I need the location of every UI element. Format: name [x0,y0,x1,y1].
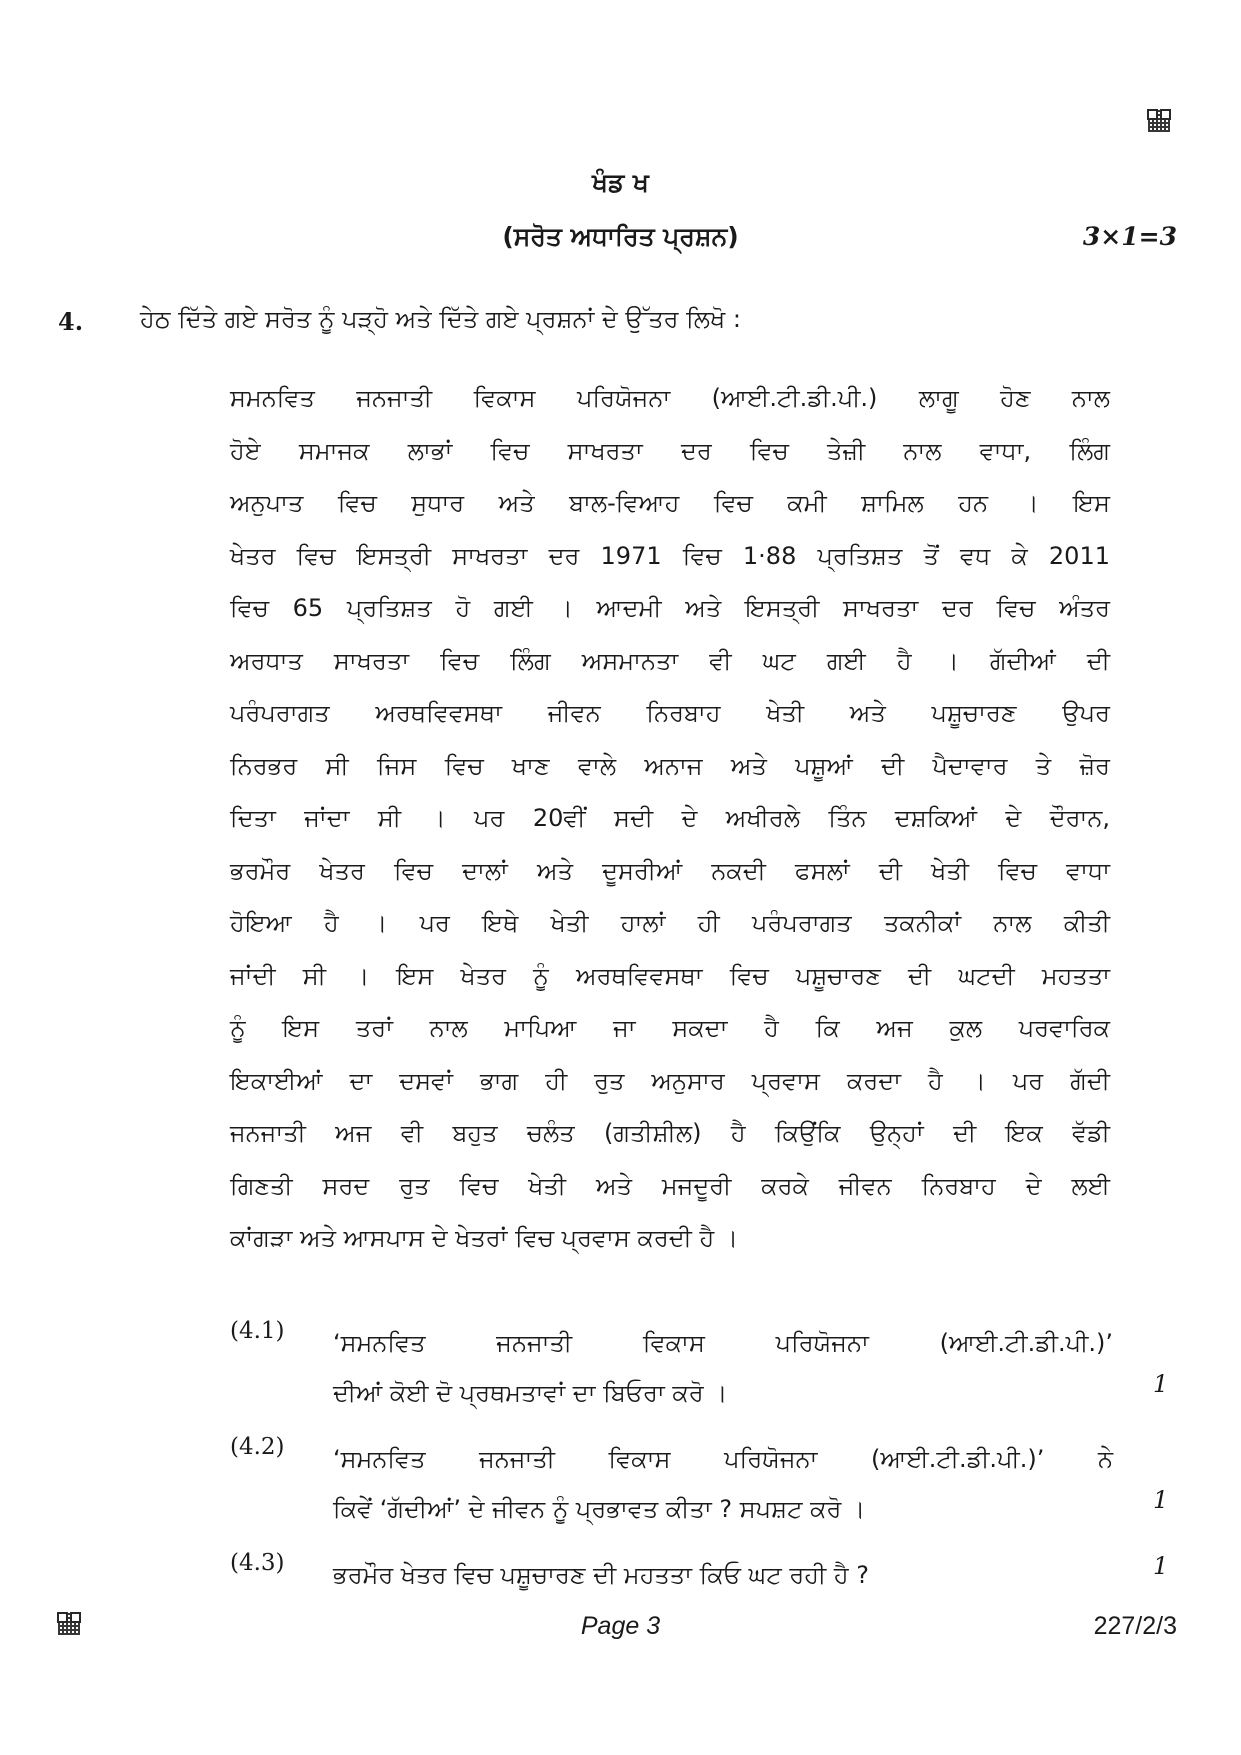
question-number: 4. [58,307,84,336]
page-number: Page 3 [580,1612,661,1640]
passage-line: ਦਿਤਾ ਜਾਂਦਾ ਸੀ । ਪਰ 20ਵੀਂ ਸਦੀ ਦੇ ਅਖੀਰਲੇ ਤਿੰਨ ਦਸ਼ਕਿਆਂ ਦੇ ਦੌਰਾਨ, [230,804,1110,832]
passage-line: ਅਰਧਾਤ ਸਾਖਰਤਾ ਵਿਚ ਲਿੰਗ ਅਸਮਾਨਤਾ ਵੀ ਘਟ ਗਈ ਹੈ । ਗੱਦੀਆਂ ਦੀ [230,646,1110,675]
sub-question-line: ਭਰਮੌਰ ਖੇਤਰ ਵਿਚ ਪਸ਼ੂਚਾਰਣ ਦੀ ਮਹਤਤਾ ਕਿਓ ਘਟ ਰਹੀ ਹੈ ? [333,1561,870,1589]
passage-line: ਕਾਂਗੜਾ ਅਤੇ ਆਸਪਾਸ ਦੇ ਖੇਤਰਾਂ ਵਿਚ ਪ੍ਰਵਾਸ ਕਰਦੀ ਹੈ । [230,1224,739,1252]
passage-line: ਭਰਮੌਰ ਖੇਤਰ ਵਿਚ ਦਾਲਾਂ ਅਤੇ ਦੂਸਰੀਆਂ ਨਕਦੀ ਫਸਲਾਂ ਦੀ ਖੇਤੀ ਵਿਚ ਵਾਧਾ [230,856,1110,885]
source-passage [230,372,1110,1265]
sub-question-number: (4.3) [230,1550,285,1576]
sub-question-number: (4.1) [230,1318,285,1344]
passage-line: ਨਿਰਭਰ ਸੀ ਜਿਸ ਵਿਚ ਖਾਣ ਵਾਲੇ ਅਨਾਜ ਅਤੇ ਪਸ਼ੂਆਂ ਦੀ ਪੈਦਾਵਾਰ ਤੇ ਜ਼ੋਰ [230,751,1110,780]
sub-question-text [333,1434,1113,1534]
sub-question-marks: 1 [1153,1552,1169,1580]
passage-line: ਵਿਚ 65 ਪ੍ਰਤਿਸ਼ਤ ਹੋ ਗਈ । ਆਦਮੀ ਅਤੇ ਇਸਤ੍ਰੀ ਸਾਖਰਤਾ ਦਰ ਵਿਚ ਅੰਤਰ [230,594,1110,622]
passage-line: ਗਿਣਤੀ ਸਰਦ ਰੁਤ ਵਿਚ ਖੇਤੀ ਅਤੇ ਮਜਦੂਰੀ ਕਰਕੇ ਜੀਵਨ ਨਿਰਬਾਹ ਦੇ ਲਈ [230,1171,1110,1200]
sub-question-line: ‘ਸਮਨਵਿਤ ਜਨਜਾਤੀ ਵਿਕਾਸ ਪਰਿਯੋਜਨਾ (ਆਈ.ਟੀ.ਡੀ.ਪੀ.)’ ਨੇ [333,1445,1113,1473]
section-heading: ਖੰਡ ਖ [592,168,649,197]
question-instruction: ਹੇਠ ਦਿੱਤੇ ਗਏ ਸਰੋਤ ਨੂੰ ਪੜ੍ਹੋ ਅਤੇ ਦਿੱਤੇ ਗਏ ਪ੍ਰਸ਼ਨਾਂ ਦੇ ਉੱਤਰ ਲਿਖੋ : [140,305,741,333]
passage-line: ਪਰੰਪਰਾਗਤ ਅਰਥਵਿਵਸਥਾ ਜੀਵਨ ਨਿਰਬਾਹ ਖੇਤੀ ਅਤੇ ਪਸ਼ੂਚਾਰਣ ਉਪਰ [230,699,1110,727]
section-subheading: (ਸਰੋਤ ਅਧਾਰਿਤ ਪ੍ਰਸ਼ਨ) [502,222,739,251]
passage-line: ਜਾਂਦੀ ਸੀ । ਇਸ ਖੇਤਰ ਨੂੰ ਅਰਥਵਿਵਸਥਾ ਵਿਚ ਪਸ਼ੂਚਾਰਣ ਦੀ ਘਟਦੀ ਮਹਤਤਾ [230,961,1110,990]
sub-question-line: ‘ਸਮਨਵਿਤ ਜਨਜਾਤੀ ਵਿਕਾਸ ਪਰਿਯੋਜਨਾ (ਆਈ.ਟੀ.ਡੀ.ਪੀ.)’ [333,1329,1113,1357]
paper-code: 227/2/3 [1093,1612,1177,1640]
sub-question-line: ਕਿਵੇਂ ‘ਗੱਦੀਆਂ’ ਦੇ ਜੀਵਨ ਨੂੰ ਪ੍ਰਭਾਵਤ ਕੀਤਾ ? ਸਪਸ਼ਟ ਕਰੋ । [333,1495,866,1523]
sub-question-number: (4.2) [230,1434,285,1460]
passage-line: ਜਨਜਾਤੀ ਅਜ ਵੀ ਬਹੁਤ ਚਲੰਤ (ਗਤੀਸ਼ੀਲ) ਹੈ ਕਿਉਂਕਿ ਉਨ੍ਹਾਂ ਦੀ ਇਕ ਵੱਡੀ [230,1119,1110,1147]
passage-line: ਇਕਾਈਆਂ ਦਾ ਦਸਵਾਂ ਭਾਗ ਹੀ ਰੁਤ ਅਨੁਸਾਰ ਪ੍ਰਵਾਸ ਕਰਦਾ ਹੈ । ਪਰ ਗੱਦੀ [230,1066,1110,1095]
qr-code-icon [1148,110,1170,132]
passage-line: ਸਮਨਵਿਤ ਜਨਜਾਤੀ ਵਿਕਾਸ ਪਰਿਯੋਜਨਾ (ਆਈ.ਟੀ.ਡੀ.ਪੀ.) ਲਾਗੂ ਹੋਣ ਨਾਲ [230,384,1110,412]
sub-question-marks: 1 [1153,1370,1169,1398]
sub-question-marks: 1 [1153,1486,1169,1514]
passage-line: ਨੂੰ ਇਸ ਤਰਾਂ ਨਾਲ ਮਾਪਿਆ ਜਾ ਸਕਦਾ ਹੈ ਕਿ ਅਜ ਕੁਲ ਪਰਵਾਰਿਕ [230,1014,1110,1042]
passage-line: ਖੇਤਰ ਵਿਚ ਇਸਤ੍ਰੀ ਸਾਖਰਤਾ ਦਰ 1971 ਵਿਚ 1·88 ਪ੍ਰਤਿਸ਼ਤ ਤੋਂ ਵਧ ਕੇ 2011 [230,541,1110,570]
sub-question-text [333,1318,1113,1418]
sub-question-line: ਦੀਆਂ ਕੋਈ ਦੋ ਪ੍ਰਥਮਤਾਵਾਂ ਦਾ ਬਿਓਰਾ ਕਰੋ । [333,1379,728,1407]
passage-line: ਅਨੁਪਾਤ ਵਿਚ ਸੁਧਾਰ ਅਤੇ ਬਾਲ-ਵਿਆਹ ਵਿਚ ਕਮੀ ਸ਼ਾਮਿਲ ਹਨ । ਇਸ [230,489,1110,517]
marks-total: 3×1=3 [1082,222,1177,251]
passage-line: ਹੋਏ ਸਮਾਜਕ ਲਾਭਾਂ ਵਿਚ ਸਾਖਰਤਾ ਦਰ ਵਿਚ ਤੇਜ਼ੀ ਨਾਲ ਵਾਧਾ, ਲਿੰਗ [230,436,1110,465]
passage-line: ਹੋਇਆ ਹੈ । ਪਰ ਇਥੇ ਖੇਤੀ ਹਾਲਾਂ ਹੀ ਪਰੰਪਰਾਗਤ ਤਕਨੀਕਾਂ ਨਾਲ ਕੀਤੀ [230,909,1110,937]
sub-question-text [333,1550,1113,1600]
